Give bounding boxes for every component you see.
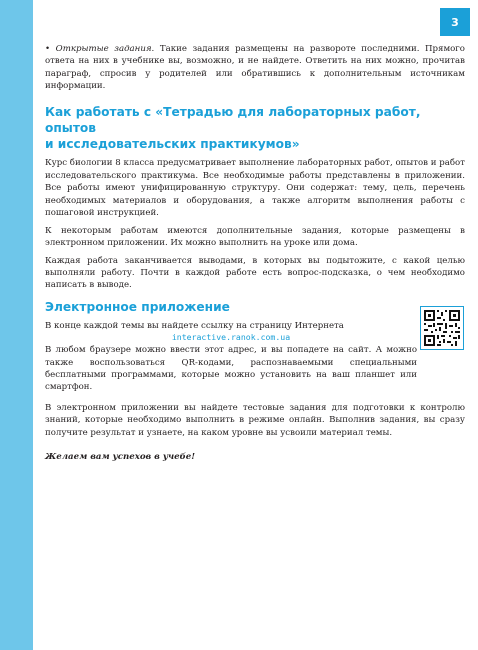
electronic-intro-block xyxy=(45,320,417,394)
left-color-bar xyxy=(0,0,33,650)
electronic-paragraph-2: В любом браузере можно ввести этот адрес, и вы попадете на сайт. А можно также воспользоваться QR-кодами, распознаваемыми специальными бесплатными программами, которые можно установить на ваш планшет или смартфон. xyxy=(45,345,417,393)
intro-term: Открытые задания. xyxy=(55,44,155,54)
electronic-paragraph-3: В электронном приложении вы найдете тестовые задания для подготовки к контролю знаний, которые необходимо выполнить в режиме онлайн. Выполнив задания, вы сразу получите результат и узнаете, на каком уровне вы усвоили материал темы. xyxy=(45,402,465,438)
workbook-paragraph-3: Каждая работа заканчивается выводами, в которых вы подытожите, с какой целью выполняли работу. Почти в каждой работе есть вопрос-подсказка, о чем необходимо написать в выводе. xyxy=(45,255,465,291)
section-electronic-title: Электронное приложение xyxy=(45,299,230,314)
closing-wish: Желаем вам успехов в учебе! xyxy=(45,452,196,463)
page-number: 3 xyxy=(440,8,470,36)
intro-paragraph xyxy=(45,43,465,93)
intro-text: Такие задания размещены на развороте последними. Прямого ответа на них в учебнике вы, возможно, и не найдете. Ответить на них можно, прочитав параграф, спросив у родителей или обратившись к дополнительным источникам информации. xyxy=(45,44,465,92)
page-content xyxy=(45,43,465,464)
section-workbook-title xyxy=(45,105,465,153)
workbook-paragraph-2: К некоторым работам имеются дополнительные задания, которые размещены в электронном приложении. Их можно выполнить на уроке или дома. xyxy=(45,225,465,249)
section-workbook-title-line2: и исследовательских практикумов» xyxy=(45,136,300,151)
electronic-paragraph-1: В конце каждой темы вы найдете ссылку на страницу Интернета xyxy=(45,320,344,331)
bullet: • xyxy=(45,44,51,54)
section-workbook-title-line1: Как работать с «Тетрадью для лабораторных работ, опытов xyxy=(45,104,421,135)
workbook-paragraph-1: Курс биологии 8 класса предусматривает выполнение лабораторных работ, опытов и работ исследовательского практикума. Все необходимые работы представлены в приложении. Все работы имеют унифицированную структуру. Они содержат: тему, цель, перечень необходимых материалов и оборудования, а также алгоритм выполнения работы с пошаговой инструкцией. xyxy=(45,158,465,219)
qr-code-icon xyxy=(420,306,464,350)
site-link[interactable]: interactive.ranok.com.ua xyxy=(171,332,291,343)
